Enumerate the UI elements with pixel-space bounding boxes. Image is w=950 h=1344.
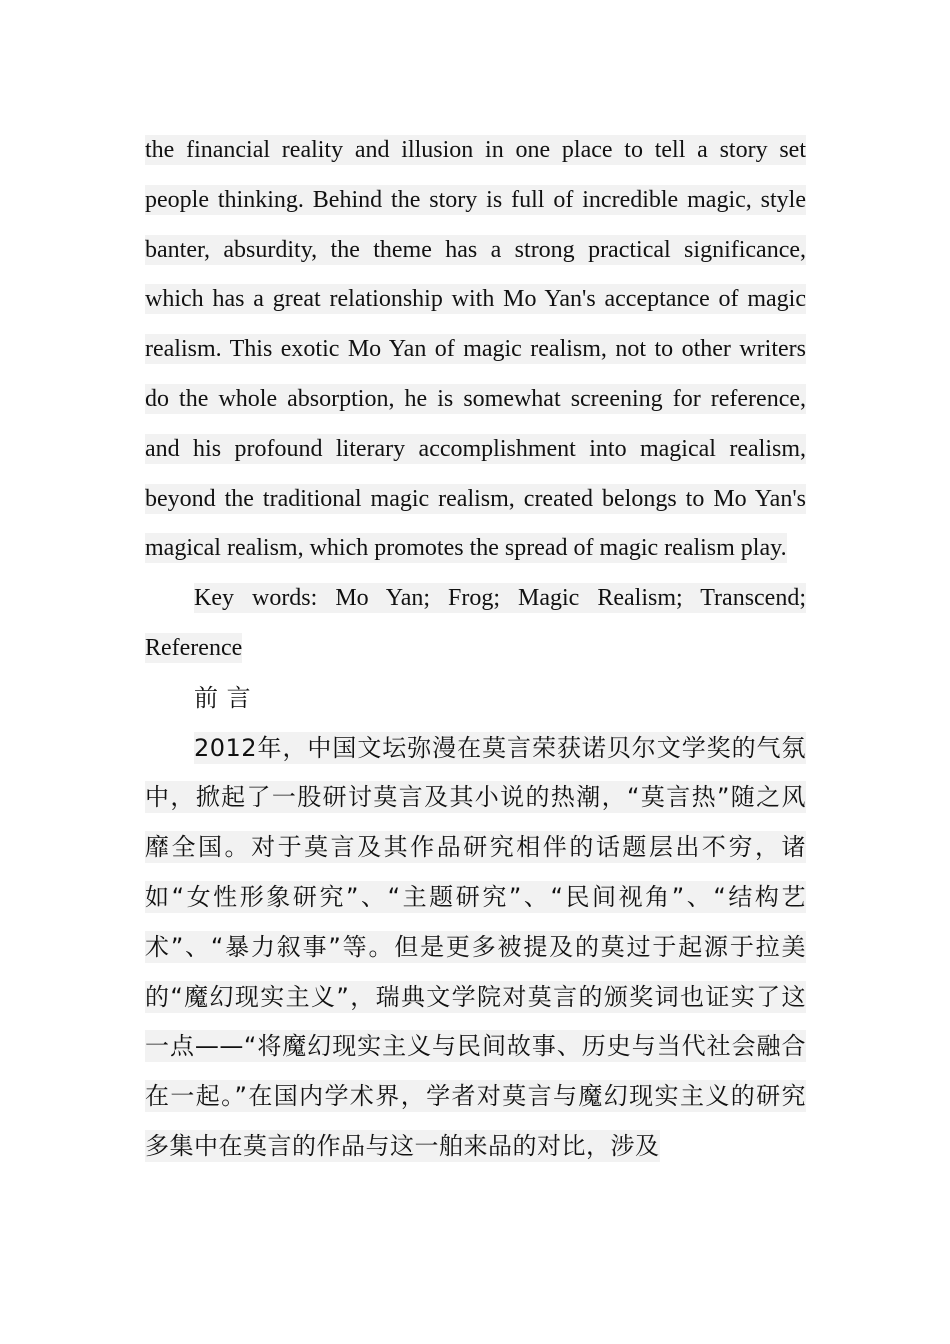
abstract-text: the financial reality and illusion in one place to tell a story set people thinking. Behind the story is full of incredible magic, style banter, absurdity, the theme has a strong practical significance, which has a great relationship with Mo Yan's acceptance of magic realism. This exotic Mo Yan of magic realism, not to other writers do the whole absorption, he is somewhat screening for reference, and his profound literary accomplishment into magical realism, beyond the traditional magic realism, created belongs to Mo Yan's magical realism, which promotes the spread of magic realism play.: [145, 137, 806, 562]
abstract-paragraph: [145, 126, 806, 574]
preface-paragraph: [145, 724, 806, 1172]
preface-body-text: 2012年，中国文坛弥漫在莫言荣获诺贝尔文学奖的气氛中，掀起了一股研讨莫言及其小说的热潮，“莫言热”随之风靡全国。对于莫言及其作品研究相伴的话题层出不穷，诸如“女性形象研究”、“主题研究”、“民间视角”、“结构艺术”、“暴力叙事”等。但是更多被提及的莫过于起源于拉美的“魔幻现实主义”，瑞典文学院对莫言的颁奖词也证实了这一点——“将魔幻现实主义与民间故事、历史与当代社会融合在一起。”在国内学术界，学者对莫言与魔幻现实主义的研究多集中在莫言的作品与这一舶来品的对比，涉及: [145, 733, 806, 1160]
preface-heading-text: 前 言: [194, 683, 252, 712]
document-page: [145, 126, 806, 1172]
preface-heading: [145, 674, 806, 724]
keywords-text: Key words: Mo Yan; Frog; Magic Realism; Transcend; Reference: [145, 585, 806, 661]
keywords-paragraph: [145, 574, 806, 674]
